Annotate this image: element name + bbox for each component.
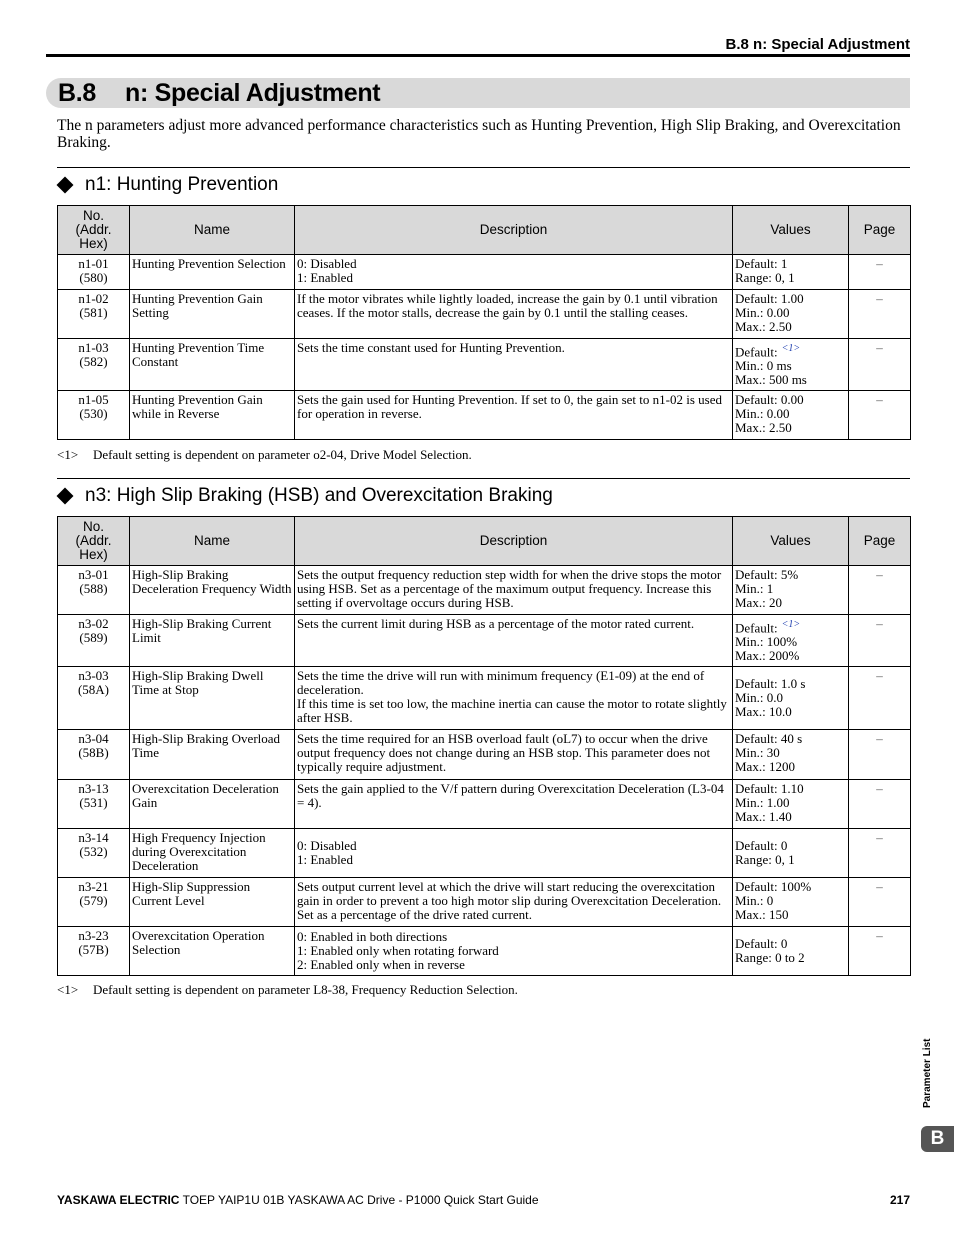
- footnote-mark: <1>: [57, 447, 79, 462]
- cell-description: 0: Enabled in both directions 1: Enabled only when rotating forward 2: Enabled only when in reverse: [295, 927, 733, 976]
- cell-page: –: [849, 615, 911, 667]
- table-row: [58, 615, 911, 667]
- cell-name: Hunting Prevention Gain while in Reverse: [130, 391, 295, 440]
- footnote: [57, 447, 472, 463]
- cell-values: Default: 1.0 s Min.: 0.0 Max.: 10.0: [733, 667, 849, 730]
- subsection-title: n1: Hunting Prevention: [85, 174, 279, 195]
- cell-parameter-number: n3-13 (531): [58, 780, 130, 829]
- subsection-rule: [57, 478, 910, 479]
- footer-brand: YASKAWA ELECTRIC: [57, 1193, 180, 1207]
- cell-page: –: [849, 339, 911, 391]
- column-header-no: No. (Addr. Hex): [58, 517, 130, 566]
- table-row: [58, 730, 911, 780]
- subsection-heading-n1: [57, 174, 278, 196]
- cell-parameter-number: n1-05 (530): [58, 391, 130, 440]
- cell-description: 0: Disabled 1: Enabled: [295, 255, 733, 290]
- cell-name: Hunting Prevention Gain Setting: [130, 290, 295, 339]
- cell-name: High-Slip Braking Deceleration Frequency Width: [130, 566, 295, 615]
- cell-page: –: [849, 255, 911, 290]
- cell-parameter-number: n3-01 (588): [58, 566, 130, 615]
- table-row: [58, 290, 911, 339]
- column-header-name: Name: [130, 517, 295, 566]
- cell-name: Overexcitation Deceleration Gain: [130, 780, 295, 829]
- column-header-values: Values: [733, 517, 849, 566]
- cell-values: Default: 5% Min.: 1 Max.: 20: [733, 566, 849, 615]
- table-row: [58, 566, 911, 615]
- footnote: [57, 982, 518, 998]
- section-heading: [58, 79, 380, 108]
- cell-values: Default: $^{<1>}$ Min.: 0 ms Max.: 500 ms: [733, 339, 849, 391]
- column-header-values: Values: [733, 206, 849, 255]
- table-row: [58, 391, 911, 440]
- cell-values: Default: 40 s Min.: 30 Max.: 1200: [733, 730, 849, 780]
- section-title: n: Special Adjustment: [125, 79, 381, 107]
- cell-description: 0: Disabled 1: Enabled: [295, 829, 733, 878]
- cell-description: If the motor vibrates while lightly loaded, increase the gain by 0.1 until vibration ceases. If the motor stalls, decrease the gain by 0.1 until the stalling ceases.: [295, 290, 733, 339]
- side-tab-label: Parameter List: [922, 1038, 933, 1108]
- cell-name: High-Slip Braking Current Limit: [130, 615, 295, 667]
- footer-document: [57, 1193, 539, 1207]
- column-header-description: Description: [295, 206, 733, 255]
- footnote-text: Default setting is dependent on parameter o2-04, Drive Model Selection.: [93, 447, 472, 462]
- cell-parameter-number: n3-21 (579): [58, 878, 130, 927]
- column-header-description: Description: [295, 517, 733, 566]
- footnote-reference: <1>: [781, 618, 801, 630]
- column-header-page: Page: [849, 517, 911, 566]
- column-header-name: Name: [130, 206, 295, 255]
- cell-page: –: [849, 290, 911, 339]
- cell-parameter-number: n3-04 (58B): [58, 730, 130, 780]
- cell-description: Sets the output frequency reduction step width for when the drive stops the motor using HSB. Set as a percentage of the maximum output frequency. Increase this setting if overvoltage occurs during HSB.: [295, 566, 733, 615]
- cell-page: –: [849, 730, 911, 780]
- cell-values: Default: 0 Range: 0, 1: [733, 829, 849, 878]
- cell-parameter-number: n1-01 (580): [58, 255, 130, 290]
- cell-parameter-number: n1-03 (582): [58, 339, 130, 391]
- table-row: [58, 667, 911, 730]
- cell-name: High-Slip Braking Dwell Time at Stop: [130, 667, 295, 730]
- parameter-table-n3: [57, 516, 911, 976]
- cell-page: –: [849, 391, 911, 440]
- cell-name: Overexcitation Operation Selection: [130, 927, 295, 976]
- cell-page: –: [849, 829, 911, 878]
- header-rule: [46, 54, 910, 57]
- cell-description: Sets the current limit during HSB as a percentage of the motor rated current.: [295, 615, 733, 667]
- cell-values: Default: 1 Range: 0, 1: [733, 255, 849, 290]
- running-header: B.8 n: Special Adjustment: [725, 36, 910, 53]
- cell-values: Default: $^{<1>}$ Min.: 100% Max.: 200%: [733, 615, 849, 667]
- cell-name: Hunting Prevention Selection: [130, 255, 295, 290]
- table-row: [58, 829, 911, 878]
- cell-page: –: [849, 566, 911, 615]
- diamond-bullet-icon: [57, 177, 74, 194]
- cell-description: Sets the time required for an HSB overload fault (oL7) to occur when the drive output frequency does not change during an HSB stop. This parameter does not typically require adjustment.: [295, 730, 733, 780]
- diamond-bullet-icon: [57, 488, 74, 505]
- footer-doc-title: TOEP YAIP1U 01B YASKAWA AC Drive - P1000 Quick Start Guide: [182, 1193, 539, 1207]
- cell-page: –: [849, 927, 911, 976]
- cell-values: Default: 0.00 Min.: 0.00 Max.: 2.50: [733, 391, 849, 440]
- cell-page: –: [849, 667, 911, 730]
- intro-paragraph: The n parameters adjust more advanced performance characteristics such as Hunting Prevention, High Slip Braking, and Overexcitation Braking.: [57, 117, 901, 151]
- subsection-rule: [57, 167, 910, 168]
- cell-name: Hunting Prevention Time Constant: [130, 339, 295, 391]
- column-header-page: Page: [849, 206, 911, 255]
- cell-description: Sets the gain applied to the V/f pattern during Overexcitation Deceleration (L3-04 = 4).: [295, 780, 733, 829]
- cell-name: High-Slip Braking Overload Time: [130, 730, 295, 780]
- subsection-heading-n3: [57, 485, 553, 507]
- cell-values: Default: 1.00 Min.: 0.00 Max.: 2.50: [733, 290, 849, 339]
- cell-page: –: [849, 780, 911, 829]
- cell-parameter-number: n1-02 (581): [58, 290, 130, 339]
- cell-name: High-Slip Suppression Current Level: [130, 878, 295, 927]
- subsection-title: n3: High Slip Braking (HSB) and Overexcitation Braking: [85, 485, 553, 506]
- footnote-reference: <1>: [781, 342, 801, 354]
- cell-name: High Frequency Injection during Overexcitation Deceleration: [130, 829, 295, 878]
- page-number: 217: [889, 1193, 910, 1207]
- cell-page: –: [849, 878, 911, 927]
- cell-parameter-number: n3-02 (589): [58, 615, 130, 667]
- cell-parameter-number: n3-03 (58A): [58, 667, 130, 730]
- cell-values: Default: 1.10 Min.: 1.00 Max.: 1.40: [733, 780, 849, 829]
- page-footer: [57, 1193, 910, 1207]
- column-header-no: No. (Addr. Hex): [58, 206, 130, 255]
- cell-values: Default: 100% Min.: 0 Max.: 150: [733, 878, 849, 927]
- cell-values: Default: 0 Range: 0 to 2: [733, 927, 849, 976]
- section-number: B.8: [58, 79, 97, 107]
- cell-parameter-number: n3-23 (57B): [58, 927, 130, 976]
- side-tab-letter: B: [921, 1126, 954, 1152]
- cell-description: Sets the time the drive will run with minimum frequency (E1-09) at the end of deceleration. If this time is set too low, the machine inertia can cause the motor to rotate slightly after HSB.: [295, 667, 733, 730]
- footnote-mark: <1>: [57, 982, 79, 997]
- cell-description: Sets the time constant used for Hunting Prevention.: [295, 339, 733, 391]
- cell-description: Sets the gain used for Hunting Prevention. If set to 0, the gain set to n1-02 is used for operation in reverse.: [295, 391, 733, 440]
- table-row: [58, 927, 911, 976]
- table-row: [58, 878, 911, 927]
- cell-description: Sets output current level at which the drive will start reducing the overexcitation gain in order to prevent a too high motor slip during Overexcitation Deceleration. Set as a percentage of the drive rated current.: [295, 878, 733, 927]
- footnote-text: Default setting is dependent on parameter L8-38, Frequency Reduction Selection.: [93, 982, 518, 997]
- table-row: [58, 780, 911, 829]
- table-row: [58, 339, 911, 391]
- cell-parameter-number: n3-14 (532): [58, 829, 130, 878]
- parameter-table-n1: [57, 205, 911, 440]
- table-row: [58, 255, 911, 290]
